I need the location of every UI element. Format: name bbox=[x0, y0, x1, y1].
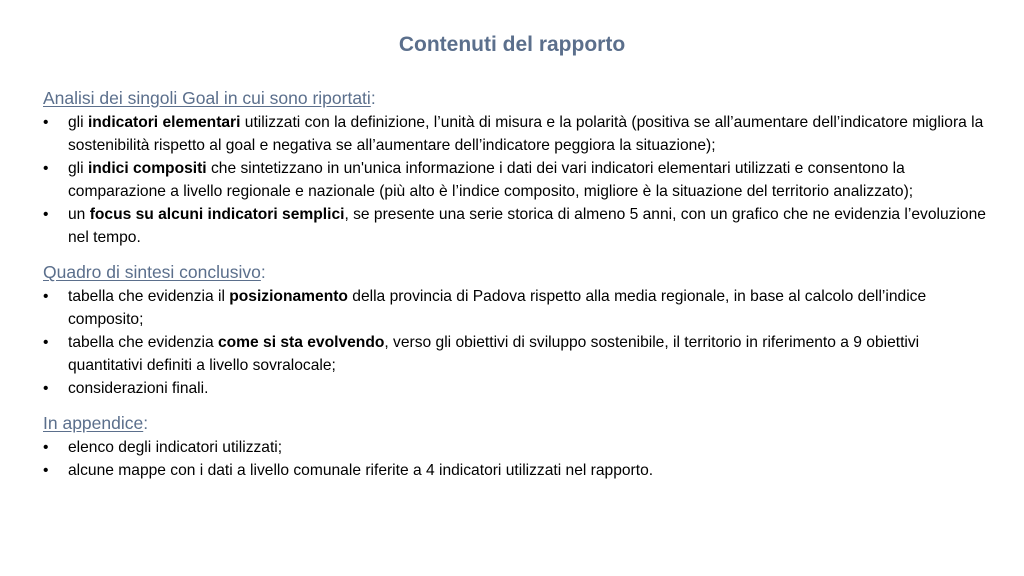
item-text-post: , verso gli obiettivi di sviluppo sostenibile, il territorio in riferimento a 9 obiettivi quantitativi definiti a livello sovralocale; bbox=[68, 334, 920, 374]
list-item bbox=[43, 459, 993, 482]
section-heading-suffix: : bbox=[370, 88, 376, 108]
item-text-post: che sintetizzano in un'unica informazione i dati dei vari indicatori elementari utilizzati e consentono la comparazione a livello regionale e nazionale (più alto è l’indice composito, migliore è la situazione del territorio analizzato); bbox=[68, 160, 914, 200]
item-text-bold: posizionamento bbox=[229, 288, 348, 305]
item-text-post: utilizzati con la definizione, l’unità di misura e la polarità (positiva se all’aumentare dell’indicatore migliora la sostenibilità rispetto al goal e negativa se all’aumentare dell’indicatore peggiora la situazione); bbox=[68, 114, 984, 154]
item-text-bold: indici compositi bbox=[87, 160, 207, 177]
bullet-icon: • bbox=[43, 206, 49, 223]
list-item bbox=[43, 331, 993, 377]
item-text-pre: considerazioni finali. bbox=[68, 380, 209, 397]
item-text-post: , se presente una serie storica di almeno 5 anni, con un grafico che ne evidenzia l’evoluzione nel tempo. bbox=[68, 206, 986, 246]
slide-content bbox=[43, 87, 993, 494]
section-heading-text: In appendice bbox=[43, 413, 144, 433]
section-heading bbox=[43, 261, 993, 284]
section-heading-text: Analisi dei singoli Goal in cui sono riportati bbox=[43, 88, 371, 108]
bullet-icon: • bbox=[43, 160, 49, 177]
bullet-icon: • bbox=[43, 334, 49, 351]
list-item bbox=[43, 203, 993, 249]
list-item bbox=[43, 377, 993, 400]
item-text-pre: tabella che evidenzia bbox=[68, 334, 218, 351]
list-item bbox=[43, 285, 993, 331]
bullet-icon: • bbox=[43, 380, 49, 397]
list-item bbox=[43, 111, 993, 157]
item-text-post: della provincia di Padova rispetto alla media regionale, in base al calcolo dell’indice composito; bbox=[68, 288, 927, 328]
bullet-icon: • bbox=[43, 288, 49, 305]
item-text-pre: alcune mappe con i dati a livello comunale riferite a 4 indicatori utilizzati nel rapporto. bbox=[68, 462, 654, 479]
item-text-pre: gli bbox=[68, 160, 88, 177]
item-text-bold: focus su alcuni indicatori semplici bbox=[89, 206, 345, 223]
item-text-bold: indicatori elementari bbox=[87, 114, 241, 131]
section-heading bbox=[43, 87, 993, 110]
list-item bbox=[43, 436, 993, 459]
section-heading-suffix: : bbox=[260, 262, 266, 282]
item-text-pre: elenco degli indicatori utilizzati; bbox=[68, 439, 283, 456]
bullet-icon: • bbox=[43, 439, 49, 456]
list-item bbox=[43, 157, 993, 203]
section-appendice bbox=[43, 412, 993, 482]
section-heading bbox=[43, 412, 993, 435]
bullet-icon: • bbox=[43, 462, 49, 479]
section-heading-suffix: : bbox=[143, 413, 149, 433]
bullet-icon: • bbox=[43, 114, 49, 131]
section-analisi-goal bbox=[43, 87, 993, 249]
item-text-pre: un bbox=[68, 206, 90, 223]
section-quadro-sintesi bbox=[43, 261, 993, 400]
item-text-pre: gli bbox=[68, 114, 88, 131]
item-text-pre: tabella che evidenzia il bbox=[68, 288, 230, 305]
bullet-list bbox=[43, 285, 993, 400]
bullet-list bbox=[43, 111, 993, 249]
bullet-list bbox=[43, 436, 993, 482]
item-text-bold: come si sta evolvendo bbox=[217, 334, 385, 351]
section-heading-text: Quadro di sintesi conclusivo bbox=[43, 262, 261, 282]
slide-title: Contenuti del rapporto bbox=[398, 33, 626, 56]
